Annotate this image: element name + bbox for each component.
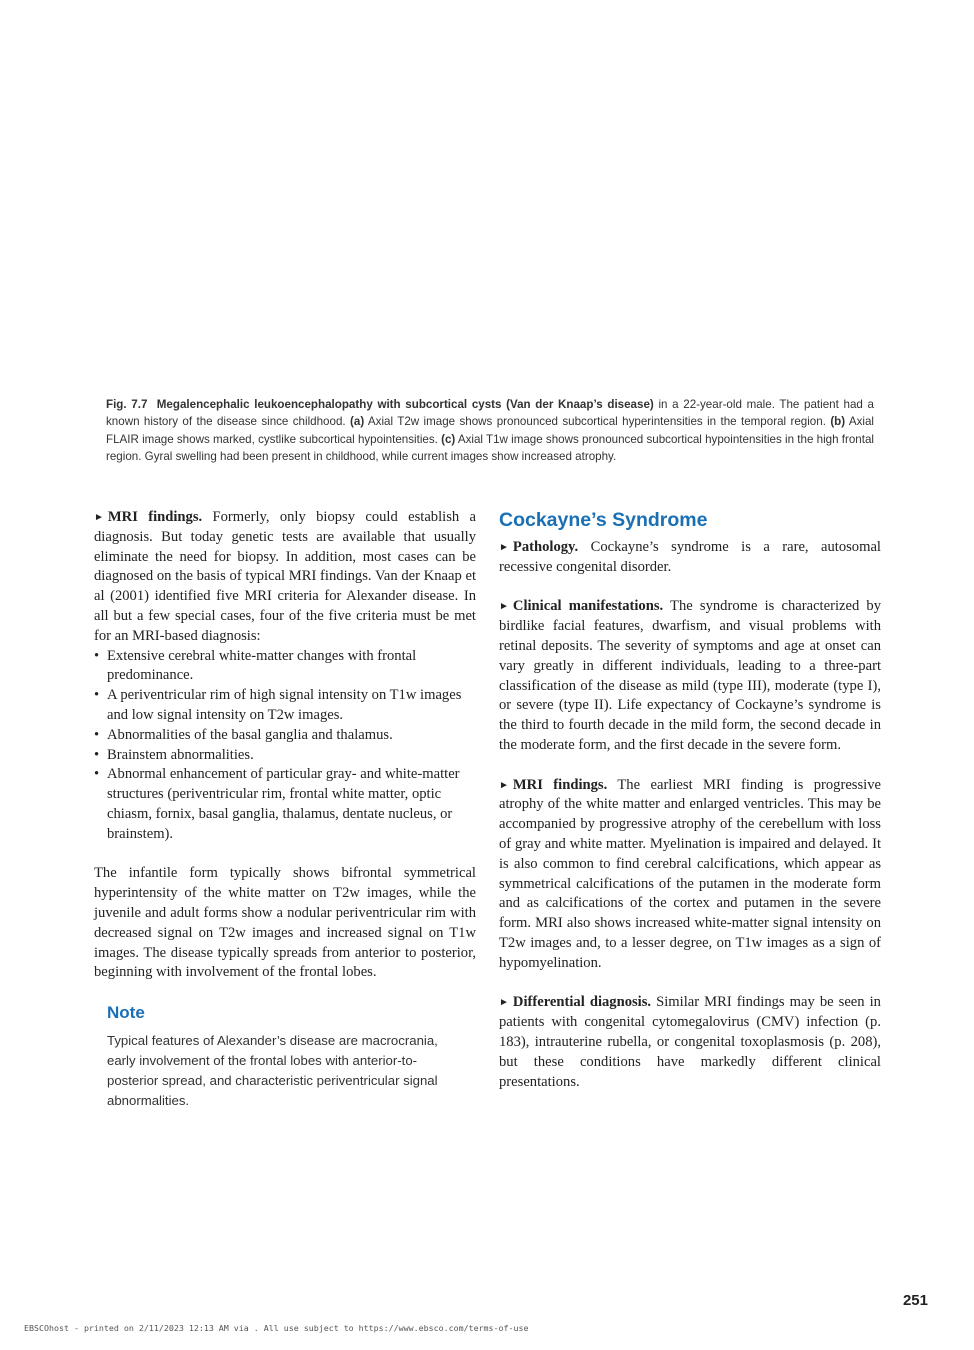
differential-diagnosis-heading: Differential diagnosis. [512, 994, 652, 1011]
differential-diagnosis-paragraph [499, 993, 881, 1092]
list-item: • Brainstem abnormalities. [94, 746, 476, 766]
triangle-bullet-icon: ► [499, 997, 509, 1009]
note-text: Typical features of Alexander’s disease are macrocrania, early involvement of the frontal lobes with anterior-to-posterior spread, and characteristic periventricular signal abnormalities. [107, 1033, 438, 1109]
caption-label: Fig. 7.7 [106, 398, 148, 411]
list-item: • Abnormal enhancement of particular gray- and white-matter structures (periventricular rim, frontal white matter, optic chiasm, fornix, basal ganglia, thalamus, dentate nucleus, or brainstem). [94, 765, 476, 844]
infantile-form-paragraph: The infantile form typically shows bifrontal symmetrical hyperintensity of the white matter on T2w images, while the juvenile and adult forms show a nodular periventricular rim with decreased signal on T2w images and increased signal on T1w images. The disease typically spreads from anterior to posterior, beginning with involvement of the frontal lobes. [94, 865, 476, 981]
page-number: 251 [902, 1292, 928, 1309]
list-item: • Extensive cerebral white-matter changes with frontal predominance. [94, 647, 476, 687]
mri-findings-cockayne-paragraph [499, 776, 881, 974]
triangle-bullet-icon: ► [94, 512, 104, 523]
triangle-bullet-icon: ► [499, 779, 509, 791]
mri-findings-heading: MRI findings. [107, 509, 203, 525]
mri-findings-text: Formerly, only biopsy could establish a diagnosis. But today genetic tests are available that usually eliminate the need for biopsy. In addition, most cases can be diagnosed on the basis of typical MRI findings. Van der Knaap et al (2001) identified five MRI criteria for Alexander disease. In all but a few special cases, four of the five criteria must be met for an MRI-based diagnosis: [94, 509, 476, 644]
caption-c-label: (c) [441, 432, 456, 446]
list-item: • A periventricular rim of high signal intensity on T1w images and low signal intensity on T2w images. [94, 686, 476, 726]
footer-text: EBSCOhost - printed on 2/11/2023 12:13 AM via . All use subject to https://www.ebsco.com/terms-of-use [24, 1323, 529, 1333]
caption-title: Megalencephalic leukoencephalopathy with subcortical cysts (Van der Knaap’s disease) [156, 398, 654, 411]
caption-intro: in a 22-year-old male. The patient had a known history of the disease since childhood. [106, 398, 874, 429]
figure-caption [106, 396, 874, 466]
note-box [94, 1003, 476, 1111]
mri-findings-paragraph [94, 508, 476, 647]
mri-findings-cockayne-text: The earliest MRI finding is progressive atrophy of the white matter and enlarged ventricles. This may be accompanied by progressive atrophy of the cerebellum with loss of gray and white matter. Myelination is impaired and delayed. It is also common to find cerebral calcifications, which appear as symmetrical calcifications of the putamen in the moderate form and as calcifications of the cortex and putamen in the severe form. MRI also shows increased white-matter signal intensity on T2w images and, to a lesser degree, on T1w images as a sign of hypomyelination. [499, 776, 881, 971]
triangle-bullet-icon: ► [499, 601, 509, 613]
mri-findings-cockayne-heading: MRI findings. [512, 776, 608, 793]
criteria-list [94, 647, 476, 845]
triangle-bullet-icon: ► [499, 542, 509, 553]
caption-a-label: (a) [350, 415, 365, 429]
pathology-paragraph [499, 538, 881, 578]
caption-a-text: Axial T2w image shows pronounced subcortical hyperintensities in the temporal region. [364, 415, 831, 429]
list-item: • Abnormalities of the basal ganglia and thalamus. [94, 726, 476, 746]
right-column [499, 508, 881, 1092]
caption-b-text: Axial FLAIR image shows marked, cystlike subcortical hypointensities. [106, 415, 874, 446]
clinical-paragraph [499, 597, 881, 755]
caption-c-text: Axial T1w image shows pronounced subcortical hypointensities in the high frontal region. Gyral swelling had been present in childhood, while current images show increased atrophy. [106, 432, 874, 464]
clinical-heading: Clinical manifestations. [512, 598, 664, 615]
differential-diagnosis-text: Similar MRI findings may be seen in patients with congenital cytomegalovirus (CMV) infection (p. 183), intrauterine rubella, or congenital toxoplasmosis (p. 208), but these conditions have markedly different clinical presentations. [499, 994, 881, 1090]
note-title: Note [107, 1003, 145, 1023]
pathology-text: Cockayne’s syndrome is a rare, autosomal recessive congenital disorder. [499, 539, 881, 575]
caption-b-label: (b) [830, 415, 846, 429]
left-column [94, 508, 476, 1111]
pathology-heading: Pathology. [512, 539, 579, 555]
figure-area [0, 0, 974, 390]
clinical-text: The syndrome is characterized by birdlike facial features, dwarfism, and visual problems with retinal deposits. The severity of symptoms and age at onset can vary greatly in different individuals, leading to a three-part classification of the disease as mild (type III), moderate (type I), or severe (type II). Life expectancy of Cockayne’s syndrome is the third to fourth decade in the mild form, the second decade in the moderate form, and the first decade in the severe form. [499, 598, 881, 753]
section-title: Cockayne’s Syndrome [499, 509, 708, 531]
